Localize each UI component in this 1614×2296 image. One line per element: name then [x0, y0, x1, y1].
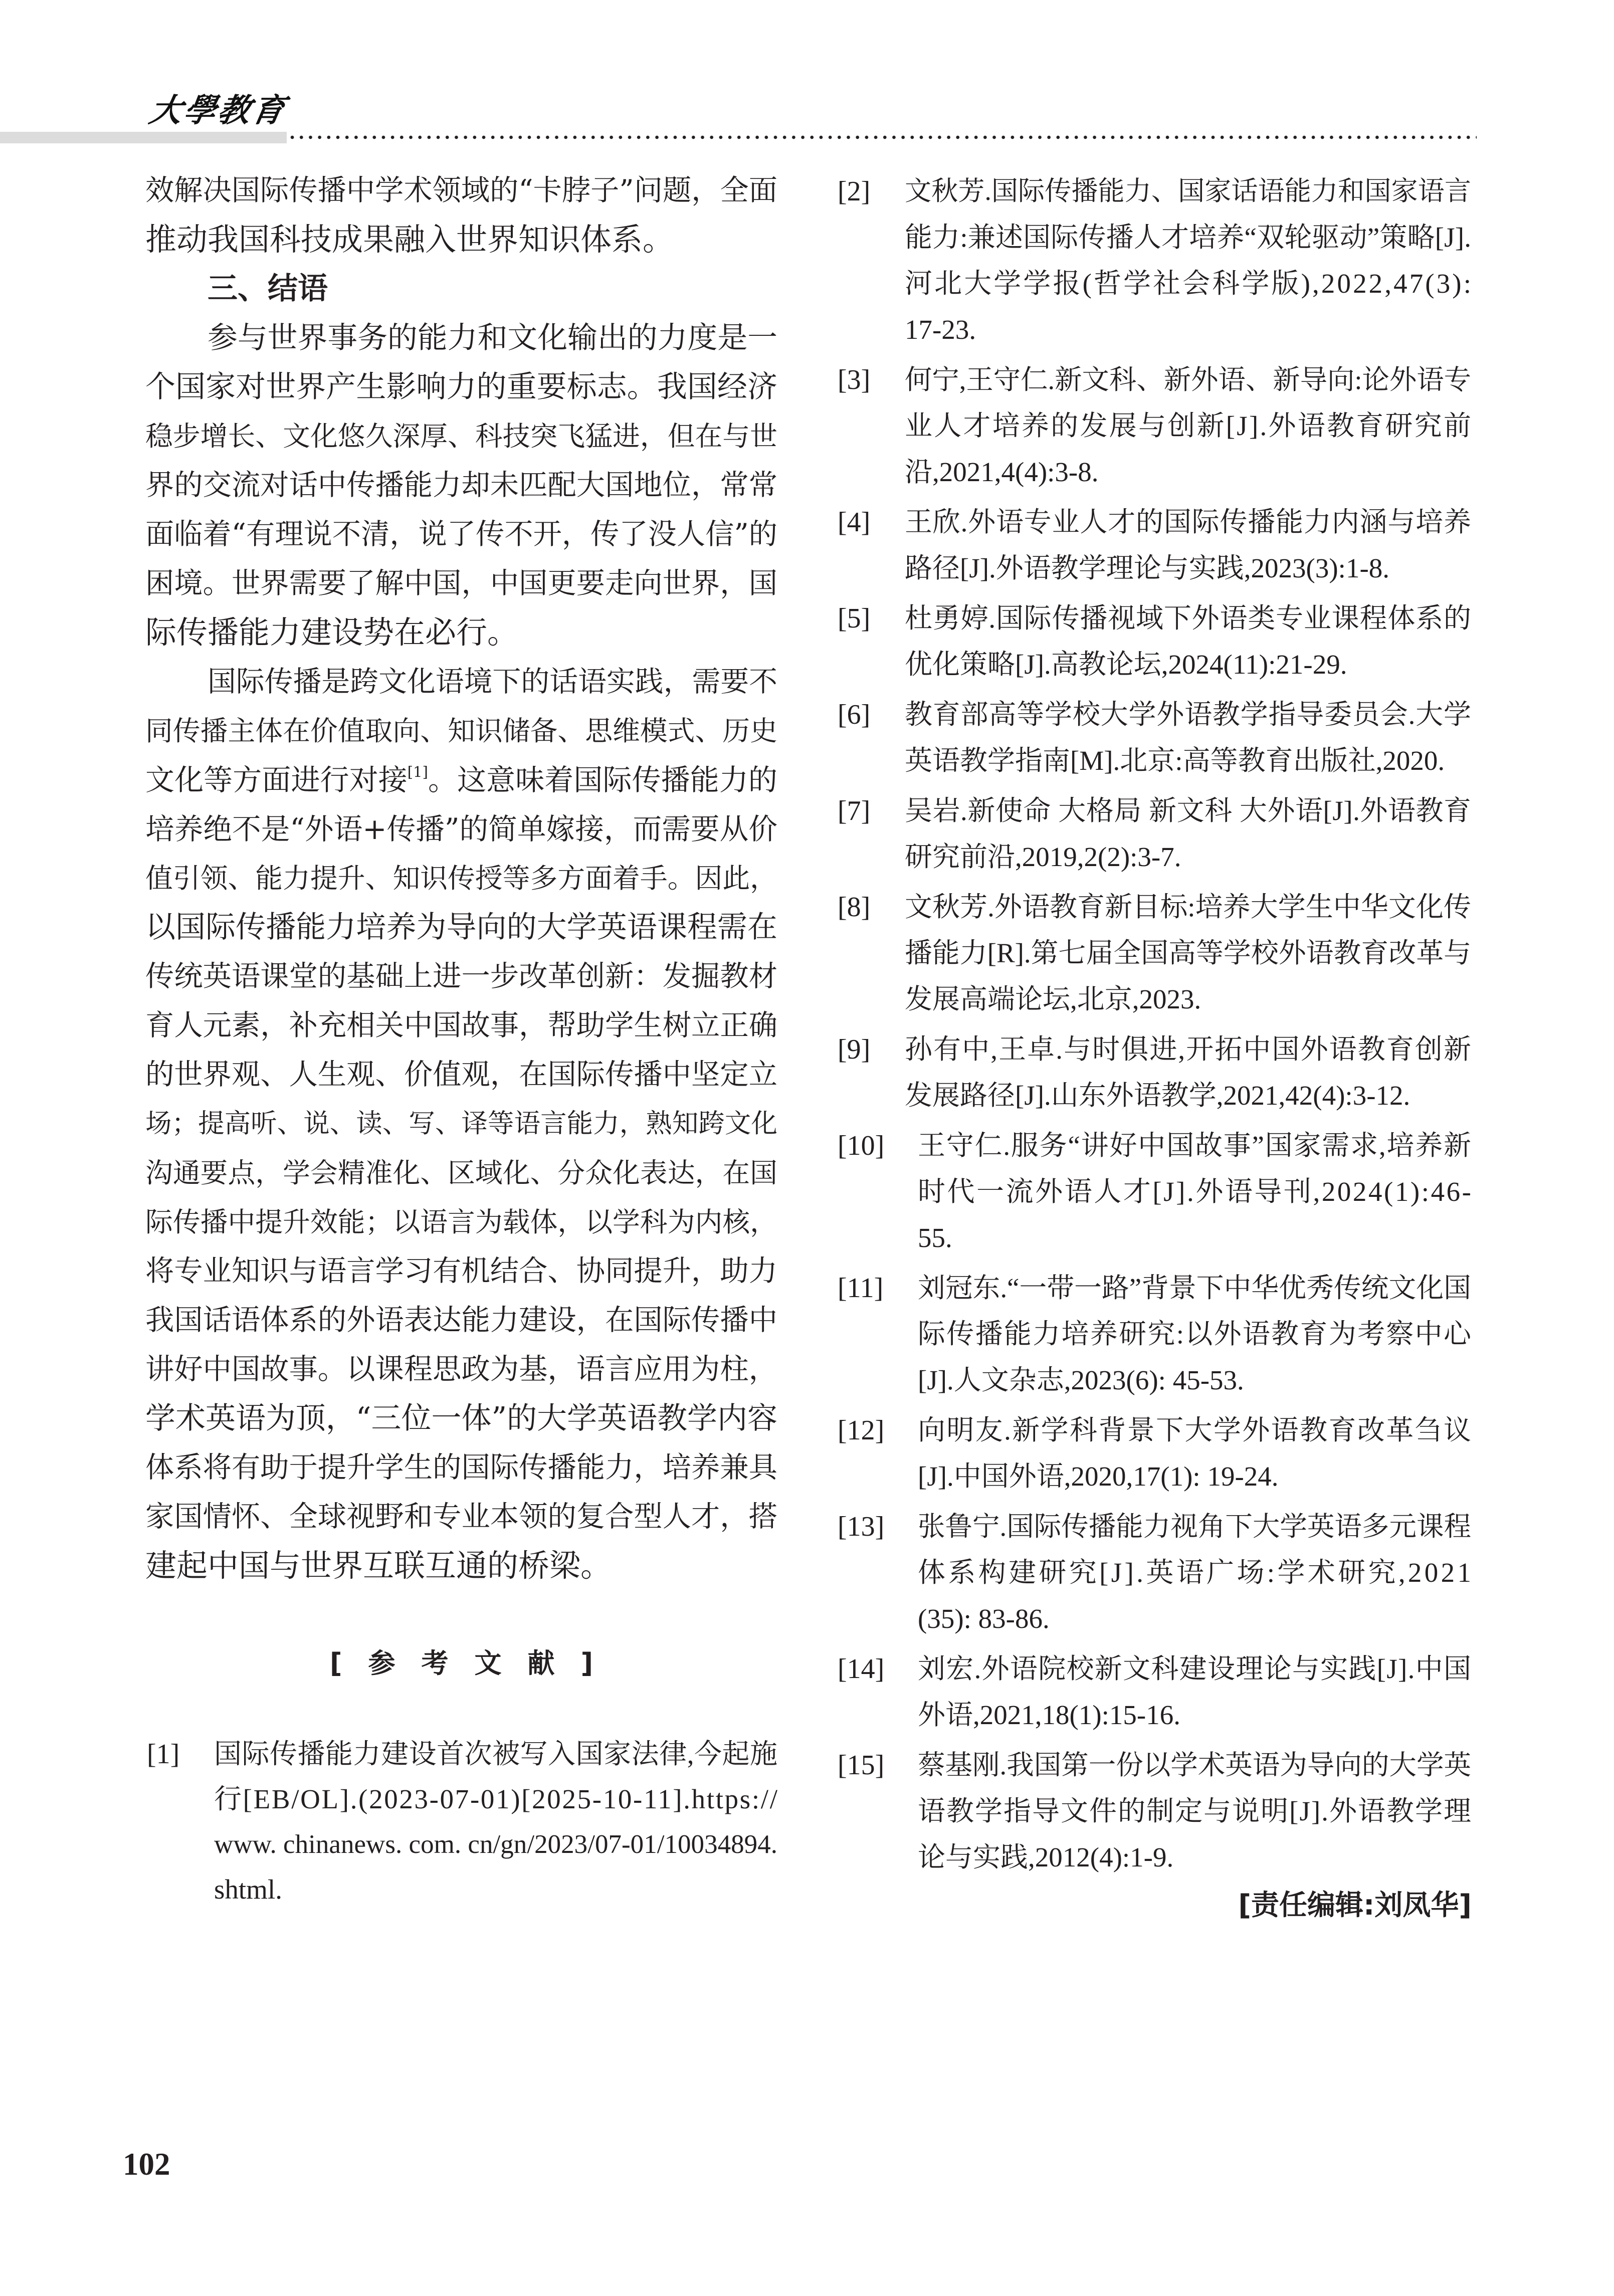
reference-item [838, 692, 1471, 784]
text-line [214, 1867, 777, 1912]
text-line [905, 449, 1471, 495]
reference-item [838, 1742, 1471, 1881]
text-line-content: 蔡基刚.我国第一份以学术英语为导向的大学英 [918, 1750, 1472, 1780]
reference-number: [1] [147, 1739, 180, 1770]
text-line [918, 1596, 1471, 1642]
text-line [145, 1541, 777, 1590]
text-line [918, 1834, 1471, 1881]
text-line-content: 的世界观、人生观、价值观，在国际传播中坚定立 [145, 1058, 778, 1091]
text-line [145, 903, 777, 952]
reference-text [918, 1123, 1471, 1261]
text-line [145, 1197, 777, 1246]
text-line-content: 稳步增长、文化悠久深厚、科技突飞猛进，但在与世 [145, 420, 778, 452]
text-segment: 文化等方面进行对接 [145, 763, 408, 797]
text-line [145, 657, 777, 706]
text-line-content: 17-23. [905, 314, 976, 345]
text-line-content: shtml. [214, 1874, 282, 1905]
text-line-content: 路径[J].外语教学理论与实践,2023(3):1-8. [905, 553, 1390, 583]
reference-text [918, 1646, 1471, 1738]
reference-item [147, 1732, 777, 1912]
text-line-content: 际传播能力建设势在必行。 [145, 614, 519, 651]
reference-text [918, 1742, 1471, 1881]
text-line-content: 外语,2021,18(1):15-16. [918, 1700, 1180, 1730]
text-line-content: 刘冠东.“一带一路”背景下中华优秀传统文化国 [918, 1273, 1472, 1303]
reference-text [905, 692, 1471, 784]
text-line-content: 55. [918, 1222, 952, 1253]
text-line [145, 854, 777, 903]
text-line [918, 1407, 1471, 1453]
editor-note: [责任编辑:刘凤华] [1238, 1889, 1472, 1922]
text-line [918, 1646, 1471, 1692]
reference-item [838, 357, 1471, 495]
text-line [145, 313, 777, 362]
text-line [905, 976, 1471, 1022]
text-line [905, 1073, 1471, 1119]
text-line-content: 家国情怀、全球视野和专业本领的复合型人才，搭 [145, 1500, 778, 1533]
reference-item [838, 499, 1471, 591]
text-line-content [145, 763, 777, 797]
text-line-content: 国际传播是跨文化语境下的话语实践，需要不 [208, 665, 778, 698]
text-line-content: 优化策略[J].高教论坛,2024(11):21-29. [905, 649, 1347, 680]
text-line-content: 将专业知识与语言学习有机结合、协同提升，助力 [145, 1254, 778, 1288]
text-line [145, 362, 777, 411]
body-paragraph [145, 313, 777, 657]
text-line [905, 738, 1471, 784]
text-line [918, 1742, 1471, 1788]
text-line [145, 706, 777, 755]
text-line [145, 1099, 777, 1148]
text-line [145, 1394, 777, 1443]
text-line [918, 1215, 1471, 1261]
text-line [905, 692, 1471, 738]
reference-text [918, 1504, 1474, 1642]
text-line [905, 1026, 1471, 1073]
text-line-content: 体系构建研究[J].英语广场:学术研究,2021 [918, 1557, 1474, 1588]
reference-number: [3] [838, 364, 871, 395]
text-line [905, 261, 1474, 307]
text-line-content: 面临着“有理说不清，说了传不开，传了没人信”的 [145, 517, 777, 551]
text-line [145, 952, 777, 1001]
text-line-content: 际传播中提升效能；以语言为载体，以学科为内核， [145, 1206, 778, 1238]
text-line-content: 同传播主体在价值取向、知识储备、思维模式、历史 [145, 715, 778, 747]
text-line [145, 461, 777, 510]
text-line [214, 1822, 777, 1867]
reference-item [838, 1504, 1474, 1642]
text-line [905, 545, 1471, 591]
text-line-content: 体系将有助于提升学生的国际传播能力，培养兼具 [145, 1450, 778, 1484]
reference-number: [10] [838, 1130, 885, 1161]
section-heading-text: 三、结语 [208, 271, 328, 306]
text-line [905, 403, 1471, 449]
text-line [145, 1246, 777, 1296]
reference-text [905, 168, 1474, 353]
text-line-content: 时代一流外语人才[J].外语导刊,2024(1):46- [918, 1176, 1473, 1207]
reference-text [918, 1265, 1471, 1403]
text-line-content: 研究前沿,2019,2(2):3-7. [905, 842, 1181, 872]
text-line [145, 1443, 777, 1492]
reference-item [838, 1407, 1471, 1500]
reference-number: [15] [838, 1750, 885, 1781]
text-line-content: (35): 83-86. [918, 1603, 1050, 1634]
text-line [905, 930, 1471, 976]
text-line-content: 王欣.外语专业人才的国际传播能力内涵与培养 [905, 507, 1472, 537]
reference-list-left [147, 1732, 777, 1916]
reference-number: [9] [838, 1034, 871, 1065]
reference-number: [13] [838, 1511, 885, 1542]
reference-number: [4] [838, 507, 871, 538]
text-line-content: 王守仁.服务“讲好中国故事”国家需求,培养新 [918, 1130, 1472, 1161]
reference-item [838, 788, 1471, 880]
reference-text [905, 499, 1471, 591]
reference-item [838, 595, 1471, 688]
text-line-content: 发展路径[J].山东外语教学,2021,42(4):3-12. [905, 1080, 1410, 1111]
text-line-content: 个国家对世界产生影响力的重要标志。我国经济 [145, 369, 778, 404]
text-line-content: 刘宏.外语院校新文科建设理论与实践[J].中国 [918, 1653, 1472, 1684]
text-line [918, 1550, 1474, 1596]
reference-number: [7] [838, 795, 871, 826]
header-dotted-rule [288, 135, 1477, 139]
text-line [905, 884, 1471, 930]
reference-number: [6] [838, 699, 871, 730]
reference-number: [11] [838, 1273, 884, 1304]
text-line-content: 播能力[R].第七届全国高等学校外语教育改革与 [905, 938, 1472, 968]
text-line [905, 834, 1471, 880]
text-line [145, 1050, 777, 1099]
text-line [145, 411, 777, 461]
reference-text [905, 788, 1471, 880]
text-line-content: 向明友.新学科背景下大学外语教育改革刍议 [918, 1415, 1473, 1445]
text-line [905, 168, 1471, 215]
reference-item [838, 1646, 1471, 1738]
text-line-content: 推动我国科技成果融入世界知识体系。 [145, 221, 674, 258]
reference-number: [12] [838, 1415, 885, 1446]
text-line-content: [J].人文杂志,2023(6): 45-53. [918, 1365, 1244, 1395]
text-line-content: 界的交流对话中传播能力却未匹配大国地位，常常 [145, 468, 778, 502]
reference-text [214, 1732, 777, 1912]
text-line [145, 1148, 777, 1197]
text-line-content: 何宁,王守仁.新文科、新外语、新导向:论外语专 [905, 365, 1472, 395]
continuation-paragraph [145, 166, 777, 264]
text-line-content: 讲好中国故事。以课程思政为基，语言应用为柱， [145, 1352, 778, 1386]
text-line [905, 307, 1471, 353]
text-line-content: 值引领、能力提升、知识传授等多方面着手。因此， [145, 862, 778, 894]
text-line [145, 755, 777, 804]
text-line-content: 能力:兼述国际传播人才培养“双轮驱动”策略[J]. [905, 222, 1472, 253]
text-line [905, 499, 1471, 545]
text-line-content: 沟通要点，学会精准化、区域化、分众化表达，在国 [145, 1157, 778, 1189]
text-segment: 。这意味着国际传播能力的 [428, 763, 778, 797]
text-line-content: 文秋芳.国际传播能力、国家话语能力和国家语言 [905, 176, 1472, 206]
text-line [145, 510, 777, 559]
text-line [918, 1265, 1471, 1311]
text-line [145, 1001, 777, 1050]
text-line [918, 1311, 1471, 1357]
text-line-content: 我国话语体系的外语表达能力建设，在国际传播中 [145, 1303, 778, 1337]
text-line [214, 1732, 777, 1777]
text-line-content: 行[EB/OL].(2023-07-01)[2025-10-11].https:// [214, 1784, 779, 1814]
text-line-content: 文秋芳.外语教育新目标:培养大学生中华文化传 [905, 892, 1472, 922]
reference-text [918, 1407, 1471, 1500]
text-line-content: 困境。世界需要了解中国，中国更要走向世界，国 [145, 566, 778, 600]
text-line [918, 1692, 1471, 1738]
text-line [918, 1453, 1471, 1500]
text-line [918, 1357, 1471, 1403]
reference-number: [8] [838, 892, 871, 923]
text-line-content: 学术英语为顶，“三位一体”的大学英语教学内容 [145, 1401, 778, 1436]
left-column [145, 166, 777, 1590]
citation-superscript: [1] [407, 763, 428, 780]
reference-item [838, 1265, 1471, 1403]
reference-text [905, 357, 1471, 495]
reference-text [905, 1026, 1471, 1119]
text-line-content: 发展高端论坛,北京,2023. [905, 984, 1201, 1014]
text-line-content: 培养绝不是“外语+传播”的简单嫁接，而需要从价 [145, 812, 778, 846]
text-line [214, 1777, 777, 1822]
text-line-content: 英语教学指南[M].北京:高等教育出版社,2020. [905, 745, 1445, 776]
text-line [905, 595, 1471, 642]
text-line [905, 642, 1471, 688]
text-line [905, 788, 1471, 834]
text-line [905, 357, 1471, 403]
journal-logo: 大學教育 [146, 92, 290, 129]
reference-text [905, 884, 1471, 1022]
text-line-content: 沿,2021,4(4):3-8. [905, 457, 1099, 487]
text-line [905, 215, 1471, 261]
reference-text [905, 595, 1471, 688]
text-line [918, 1123, 1471, 1169]
text-line-content: 传统英语课堂的基础上进一步改革创新：发掘教材 [145, 959, 778, 993]
text-line [145, 1492, 777, 1541]
references-heading: [参考文献] [329, 1647, 620, 1679]
text-line [145, 559, 777, 608]
text-line-content: 业人才培养的发展与创新[J].外语教育研究前 [905, 410, 1473, 441]
reference-list-right [838, 168, 1474, 1885]
text-line-content: www. chinanews. com. cn/gn/2023/07-01/10034894. [214, 1830, 777, 1859]
section-heading [145, 264, 777, 313]
text-line-content: 以国际传播能力培养为导向的大学英语课程需在 [145, 910, 778, 945]
reference-number: [14] [838, 1653, 885, 1685]
text-line-content: 河北大学学报(哲学社会科学版),2022,47(3): [905, 268, 1474, 299]
text-line-content: 育人元素，补充相关中国故事，帮助学生树立正确 [145, 1008, 778, 1042]
text-line [145, 1296, 777, 1345]
text-line-content: [J].中国外语,2020,17(1): 19-24. [918, 1461, 1279, 1492]
text-line-content: 吴岩.新使命 大格局 新文科 大外语[J].外语教育 [905, 795, 1472, 826]
text-line [145, 166, 777, 215]
text-line [918, 1169, 1471, 1215]
text-line-content: 国际传播能力建设首次被写入国家法律,今起施 [214, 1739, 778, 1769]
text-line-content: 建起中国与世界互联互通的桥梁。 [145, 1547, 612, 1584]
text-line-content: 孙有中,王卓.与时俱进,开拓中国外语教育创新 [905, 1034, 1473, 1065]
body-paragraph [145, 657, 777, 1590]
reference-item [838, 1026, 1471, 1119]
reference-item [838, 884, 1471, 1022]
text-line-content: 杜勇婷.国际传播视域下外语类专业课程体系的 [905, 603, 1472, 634]
text-line-content: 语教学指导文件的制定与说明[J].外语教学理 [918, 1796, 1472, 1826]
header-bar [0, 132, 287, 143]
text-line [145, 608, 777, 657]
reference-number: [5] [838, 603, 871, 634]
text-line-content: 论与实践,2012(4):1-9. [918, 1842, 1174, 1872]
text-line [145, 804, 777, 854]
text-line [918, 1788, 1471, 1834]
page-number: 102 [123, 2147, 170, 2182]
reference-number: [2] [838, 176, 871, 207]
reference-item [838, 168, 1474, 353]
text-line-content: 张鲁宁.国际传播能力视角下大学英语多元课程 [918, 1511, 1472, 1542]
text-line-content: 教育部高等学校大学外语教学指导委员会.大学 [905, 699, 1472, 730]
text-line [145, 1345, 777, 1394]
text-line-content: 参与世界事务的能力和文化输出的力度是一 [208, 320, 778, 355]
text-line-content: 场；提高听、说、读、写、译等语言能力，熟知跨文化 [145, 1108, 778, 1139]
text-line-content: 效解决国际传播中学术领域的“卡脖子”问题，全面 [145, 173, 777, 207]
text-line [145, 215, 777, 264]
text-line [918, 1504, 1471, 1550]
text-line-content: 际传播能力培养研究:以外语教育为考察中心 [918, 1319, 1473, 1349]
reference-item [838, 1123, 1471, 1261]
